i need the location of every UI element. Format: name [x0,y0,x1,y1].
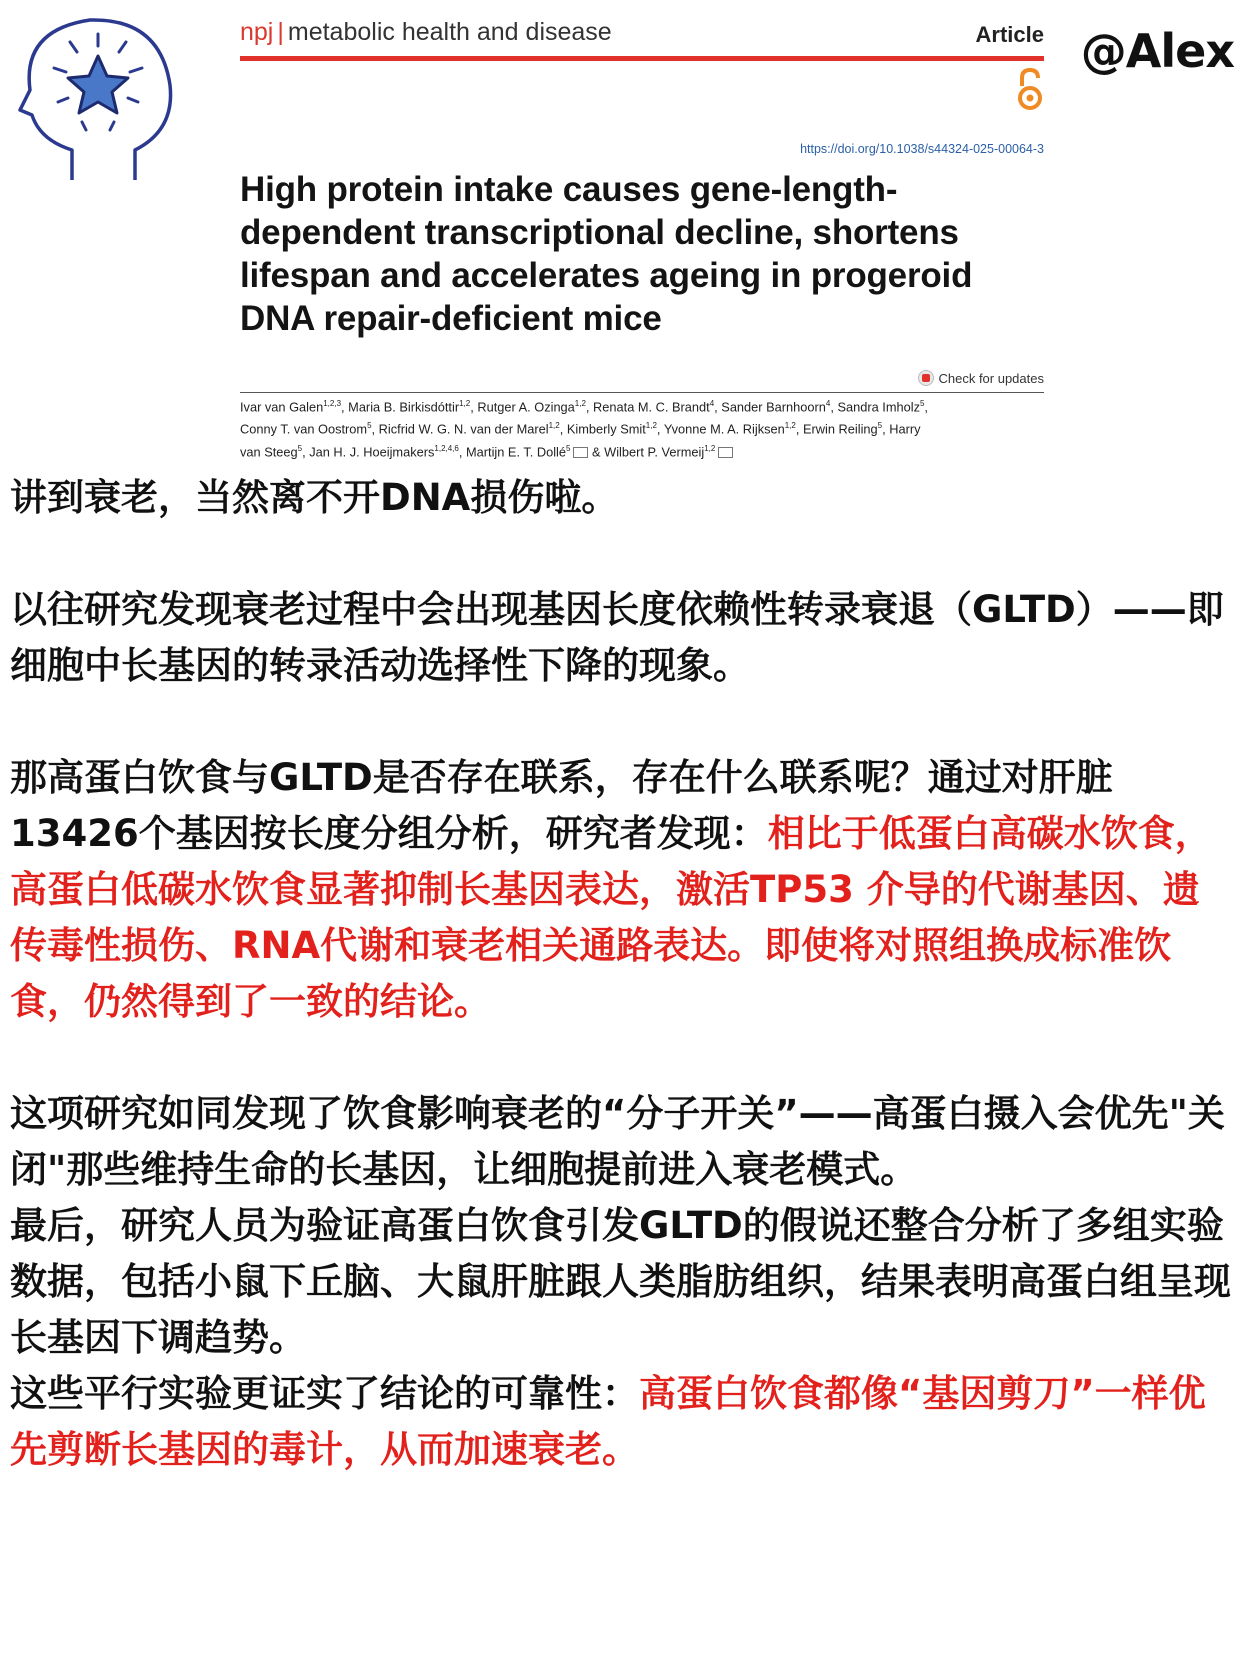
author-affiliation: 1,2 [645,421,657,431]
paper-title: High protein intake causes gene-length-dependent transcriptional decline, shortens lifespan and accelerates ageing in progeroid DNA repair-deficient mice [240,170,973,338]
author-affiliation: 4 [709,399,715,408]
author-affiliation: 5 [566,443,571,453]
email-icon[interactable] [718,447,733,458]
author-name: Rutger A. Ozinga [477,399,575,415]
author-name: Harry van Steeg [240,421,921,459]
author-affiliation: 1,2 [784,421,796,431]
check-updates-label: Check for updates [938,370,1044,386]
author-affiliation: 1,2 [459,399,471,408]
journal-name: metabolic health and disease [287,18,612,46]
check-updates-icon [918,370,934,386]
findings-highlight: 相比于低蛋白高碳水饮食，高蛋白低碳水饮食显著抑制长基因表达，激活TP53 介导的代谢基因、遗传毒性损伤、RNA代谢和衰老相关通路表达。即使将对照组换成标准饮食，仍然得到了一致的结论。 [10,812,1212,1023]
journal-bar [240,18,1044,52]
author-name: Kimberly Smit [566,421,646,437]
author-affiliation: 1,2 [704,443,716,453]
author-name: Maria B. Birkisdóttir [348,399,460,415]
author-affiliation: 5 [919,399,925,408]
author-handle: @Alex [1080,24,1234,78]
check-for-updates[interactable] [918,370,1044,386]
author-name: Sandra Imholz [837,399,920,415]
journal-divider [240,56,1044,61]
obscured-text-overlay [525,1612,640,1652]
conclusion-text: 这些平行实验更证实了结论的可靠性： [10,1372,639,1415]
author-name: Ricfrid W. G. N. van der Marel [378,421,549,437]
paragraph-intro: 讲到衰老，当然离不开DNA损伤啦。 [10,476,619,519]
author-name: Ivar van Galen [240,399,324,415]
author-name: Renata M. C. Brandt [593,399,710,415]
paper-header [240,18,1044,459]
author-name: Conny T. van Oostrom [240,421,368,437]
paragraph-molecular-switch: 这项研究如同发现了饮食影响衰老的“分子开关”——高蛋白摄入会优先"关闭"那些维持生命的长基因，让细胞提前进入衰老模式。 [10,1092,1225,1191]
author-name: Jan H. J. Hoeijmakers [309,443,435,459]
paragraph-conclusion [10,1366,1236,1478]
author-affiliation: 5 [297,443,303,453]
author-affiliation: 1,2 [548,421,560,431]
post-body [10,470,1236,1478]
author-name: Wilbert P. Vermeij [604,443,705,459]
author-name: Martijn E. T. Dollé [465,443,567,459]
journal-separator: | [277,18,284,46]
paragraph-background: 以往研究发现衰老过程中会出现基因长度依赖性转录衰退（GLTD）——即细胞中长基因的转录活动选择性下降的现象。 [10,588,1224,687]
article-type: Article [975,22,1044,47]
logo-head-star-icon [10,10,180,185]
author-affiliation: 1,2 [574,399,586,408]
paragraph-validation: 最后，研究人员为验证高蛋白饮食引发GLTD的假说还整合分析了多组实验数据，包括小鼠下丘脑、大鼠肝脏跟人类脂肪组织，结果表明高蛋白组呈现长基因下调趋势。 [10,1204,1231,1359]
author-list: Ivar van Galen$^{1,2,3}$, Maria B. Birkisdóttir$^{1,2}$, Rutger A. Ozinga$^{1,2}$, Renata M. C. Brandt$^4$, Sander Barnhoorn$^4$, Sandra Imholz$^5$, Conny T. van Oostrom$^5$, Ricfrid W. G. N. van der Marel$^{1,2}$, Kimberly Smit$^{1,2}$, Yvonne M. A. Rijksen$^{1,2}$, Erwin Reiling$^5$, Harry van Steeg$^5$, Jan H. J. Hoeijmakers$^{1,2,4,6}$, Martijn E. T. Dollé$^5$ & Wilbert P. Vermeij$^{1,2}$ [240,399,928,459]
author-name: Erwin Reiling [802,421,878,437]
author-affiliation: 5 [367,421,372,431]
email-icon[interactable] [573,447,588,458]
author-affiliation: 5 [877,421,883,431]
journal-prefix: npj [240,18,274,46]
open-access-icon [1016,66,1044,114]
doi-link[interactable]: https://doi.org/10.1038/s44324-025-00064-3 [800,142,1044,156]
author-affiliation: 4 [825,399,831,408]
findings-text: 那高蛋白饮食与GLTD是否存在联系，存在什么联系呢？通过对肝脏13426个基因按长度分组分析，研究者发现： [10,756,1113,855]
author-affiliation: 1,2,3 [323,399,342,408]
paragraph-findings [10,750,1236,1030]
author-affiliation: 1,2,4,6 [434,443,459,453]
author-name: Yvonne M. A. Rijksen [663,421,785,437]
conclusion-highlight: 高蛋白饮食都像“基因剪刀”一样优先剪断长基因的毒计，从而加速衰老。 [10,1372,1206,1471]
authors-divider [240,392,1044,393]
author-name: Sander Barnhoorn [721,399,826,415]
